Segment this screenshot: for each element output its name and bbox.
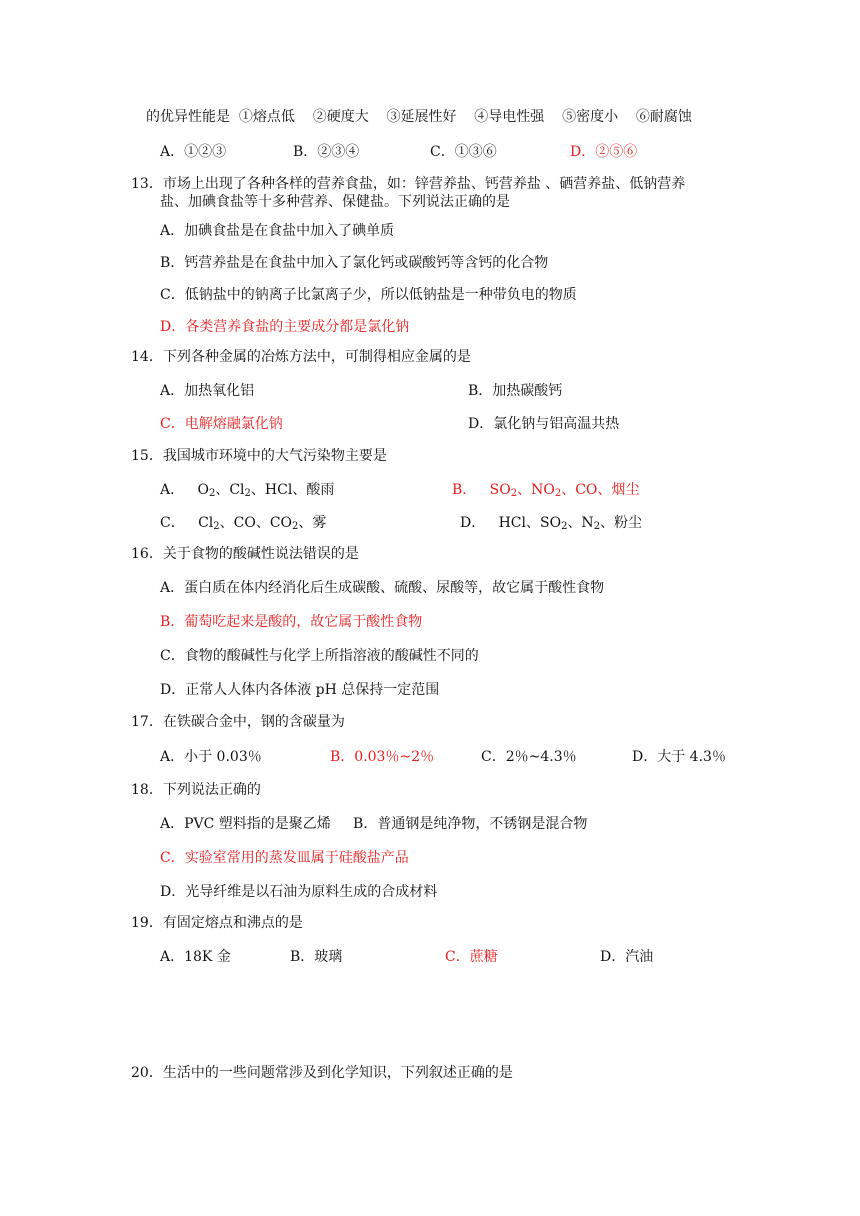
q12-stem: 的优异性能是 ①熔点低 ②硬度大 ③延展性好 ④导电性强 ⑤密度小 ⑥耐腐蚀 xyxy=(146,109,692,125)
q16-option-a: A．蛋白质在体内经消化后生成碳酸、硫酸、尿酸等，故它属于酸性食物 xyxy=(160,580,605,596)
q17-stem: 17．在铁碳合金中，钢的含碳量为 xyxy=(131,714,345,730)
q13-stem-line1: 13．市场上出现了各种各样的营养食盐，如：锌营养盐、钙营养盐 、硒营养盐、低钠营养 xyxy=(131,176,686,192)
q14-option-c-answer: C．电解熔融氯化钠 xyxy=(160,416,283,432)
q18-option-d: D．光导纤维是以石油为原料生成的合成材料 xyxy=(160,884,438,900)
q19-option-a: A．18K 金 xyxy=(160,949,231,965)
q19-option-d: D．汽油 xyxy=(600,949,654,965)
q15-option-d: D． HCl、$SO_2$、$N_2$、粉尘 xyxy=(460,515,643,532)
q18-stem: 18．下列说法正确的 xyxy=(131,782,261,798)
q16-option-b-answer: B．葡萄吃起来是酸的，故它属于酸性食物 xyxy=(160,614,423,630)
q19-stem: 19．有固定熔点和沸点的是 xyxy=(131,915,303,931)
q17-option-c: C．2％~4.3％ xyxy=(481,749,577,765)
q15-stem: 15．我国城市环境中的大气污染物主要是 xyxy=(131,448,387,464)
q12-option-d-answer: D．②⑤⑥ xyxy=(570,144,638,160)
q15-option-c: C． $Cl_2$、CO、$CO_2$、雾 xyxy=(160,515,327,532)
q16-option-c: C．食物的酸碱性与化学上所指溶液的酸碱性不同的 xyxy=(160,648,479,664)
q19-option-c-answer: C．蔗糖 xyxy=(445,949,498,965)
q19-option-b: B．玻璃 xyxy=(290,949,343,965)
q17-option-a: A．小于 0.03％ xyxy=(160,749,262,765)
q17-option-b-answer: B．0.03％~2％ xyxy=(330,749,435,765)
q14-stem: 14．下列各种金属的冶炼方法中，可制得相应金属的是 xyxy=(131,349,471,365)
q17-option-d: D．大于 4.3％ xyxy=(632,749,726,765)
q20-stem: 20．生活中的一些问题常涉及到化学知识，下列叙述正确的是 xyxy=(131,1065,513,1081)
q12-option-a: A．①②③ xyxy=(160,144,227,160)
q13-option-c: C．低钠盐中的钠离子比氯离子少，所以低钠盐是一种带负电的物质 xyxy=(160,287,577,303)
q13-option-b: B．钙营养盐是在食盐中加入了氯化钙或碳酸钙等含钙的化合物 xyxy=(160,255,549,271)
q14-option-a: A．加热氧化铝 xyxy=(160,383,255,399)
q18-option-c-answer: C．实验室常用的蒸发皿属于硅酸盐产品 xyxy=(160,850,409,866)
q14-option-b: B．加热碳酸钙 xyxy=(468,383,563,399)
q14-option-d: D．氯化钠与铝高温共热 xyxy=(468,416,620,432)
q12-option-b: B．②③④ xyxy=(293,144,360,160)
q16-stem: 16．关于食物的酸碱性说法错误的是 xyxy=(131,546,359,562)
q13-option-a: A．加碘食盐是在食盐中加入了碘单质 xyxy=(160,223,395,239)
q18-option-ab: A．PVC 塑料指的是聚乙烯 B．普通钢是纯净物，不锈钢是混合物 xyxy=(160,816,588,832)
q13-option-d-answer: D．各类营养食盐的主要成分都是氯化钠 xyxy=(160,319,410,335)
q15-option-b-answer: B． $SO_2$、$NO_2$、CO、烟尘 xyxy=(452,482,640,499)
q13-stem-line2: 盐、加碘食盐等十多种营养、保健盐。下列说法正确的是 xyxy=(160,194,510,210)
q16-option-d: D．正常人人体内各体液 pH 总保持一定范围 xyxy=(160,682,440,698)
q12-option-c: C．①③⑥ xyxy=(430,144,497,160)
q15-option-a: A． $O_2$、$Cl_2$、HCl、酸雨 xyxy=(160,482,335,499)
